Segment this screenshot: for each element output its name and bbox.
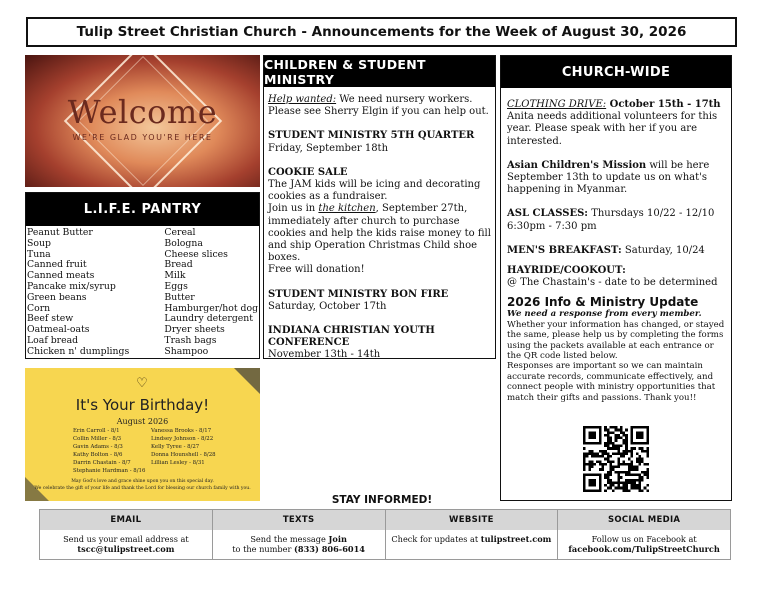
- help-wanted-notice: [268, 94, 492, 118]
- pantry-item: Canned meats: [27, 270, 95, 282]
- bonfire-title: STUDENT MINISTRY BON FIRE: [268, 288, 449, 300]
- cookie-text: Join us in: [268, 203, 319, 215]
- birthday-names-right: [151, 427, 229, 475]
- pantry-list-right: [164, 228, 259, 358]
- pantry-item: Butter: [164, 291, 195, 303]
- birthday-name: Vanessa Brooks - 8/17: [151, 428, 212, 434]
- social-text: Follow us on Facebook at: [591, 534, 697, 544]
- pantry-heading: L.I.F.E. PANTRY: [26, 193, 259, 226]
- birthday-name: Stephanie Hardman - 8/16: [73, 468, 146, 474]
- birthday-month: August 2026: [116, 417, 169, 426]
- help-wanted-text: We need nursery workers. Please see Sherry Elgin if you can help out.: [268, 94, 489, 118]
- church-wide-panel: [500, 55, 732, 501]
- cookie-kitchen: the kitchen: [318, 203, 376, 215]
- texts-column: [213, 510, 386, 559]
- birthday-names-left: [73, 427, 151, 475]
- website-column: [386, 510, 559, 559]
- birthday-footer-line: May God's love and grace shine upon you on this special day.: [71, 479, 214, 484]
- email-text: Send us your email address at: [63, 534, 189, 544]
- pantry-item: Chicken n' dumplings: [27, 345, 130, 357]
- cookie-title: COOKIE SALE: [268, 166, 348, 178]
- birthday-name: Collin Miller - 8/3: [73, 436, 122, 442]
- update-text: Responses are important so we can maintain accurate records, communicate effectively, and connect people with ministry opportunities that match their gifts and passions. Thank you!!: [507, 361, 716, 403]
- hayride-label: HAYRIDE/COOKOUT:: [507, 265, 626, 277]
- pantry-item: Cheese slices: [164, 248, 228, 260]
- email-header: EMAIL: [40, 510, 212, 530]
- pantry-item: Pancake mix/syrup: [27, 280, 116, 292]
- icyc-title: INDIANA CHRISTIAN YOUTH CONFERENCE: [268, 325, 435, 349]
- update-emphasis: We need a response from every member.: [507, 309, 702, 320]
- icyc-date: November 13th - 14th: [268, 349, 381, 361]
- qr-code[interactable]: [583, 426, 649, 492]
- bon-fire: [268, 289, 492, 313]
- mens-breakfast: [507, 245, 727, 257]
- churchwide-heading: CHURCH-WIDE: [501, 56, 731, 88]
- help-wanted-label: Help wanted:: [268, 94, 337, 105]
- ministry-update-title: 2026 Info & Ministry Update: [507, 295, 699, 310]
- cookie-text: , September 27th, immediately after church to purchase cookies and help the kids raise money to fill and ship Operation Christmas Child shoe boxes.: [268, 203, 491, 264]
- birthday-name: Erin Carroll - 8/1: [73, 428, 120, 434]
- pantry-item: Green beans: [27, 291, 87, 303]
- email-column: [40, 510, 213, 559]
- welcome-title: Welcome: [67, 93, 218, 131]
- birthday-name: Kelly Tyree - 8/27: [151, 444, 200, 450]
- pantry-item: Laundry detergent: [164, 313, 254, 325]
- texts-keyword: Join: [328, 534, 347, 544]
- children-student-ministry-panel: [263, 55, 496, 359]
- bonfire-date: Saturday, October 17th: [268, 300, 387, 312]
- pantry-item: Shampoo: [164, 345, 209, 357]
- hayride-cookout: [507, 265, 727, 289]
- welcome-image: [25, 55, 260, 187]
- csm-heading: CHILDREN & STUDENT MINISTRY: [264, 56, 495, 87]
- facebook-link[interactable]: facebook.com/TulipStreetChurch: [568, 544, 720, 554]
- birthday-name: Gavin Adams - 8/3: [73, 444, 123, 450]
- pantry-item: Beef stew: [27, 313, 74, 325]
- ministry-update-text: [507, 309, 727, 403]
- mission-title: Asian Children's Mission: [507, 159, 647, 171]
- texts-header: TEXTS: [213, 510, 385, 530]
- website-link[interactable]: tulipstreet.com: [480, 534, 552, 544]
- student-5th-quarter: [268, 130, 492, 154]
- welcome-subtitle: WE'RE GLAD YOU'RE HERE: [72, 133, 213, 142]
- breakfast-label: MEN'S BREAKFAST:: [507, 244, 622, 256]
- pantry-panel: [25, 192, 260, 359]
- youth-conference: [268, 325, 492, 362]
- pantry-item: Corn: [27, 302, 51, 314]
- birthday-name: Lillian Lesley - 8/31: [151, 460, 205, 466]
- pantry-item: Oatmeal-oats: [27, 324, 90, 336]
- texts-text: Send the message: [250, 534, 329, 544]
- clothing-dates: October 15th - 17th: [606, 99, 721, 110]
- hayride-text: @ The Chastain's - date to be determined: [507, 277, 718, 289]
- pantry-item: Tuna: [27, 248, 51, 260]
- cookie-sale: [268, 167, 492, 277]
- page-title: Tulip Street Christian Church - Announcements for the Week of August 30, 2026: [26, 17, 737, 47]
- email-address[interactable]: tscc@tulipstreet.com: [77, 544, 175, 554]
- decorative-corner: [234, 368, 260, 394]
- sm5-title: STUDENT MINISTRY 5TH QUARTER: [268, 130, 475, 142]
- pantry-item: Eggs: [164, 280, 188, 292]
- pantry-list-left: [27, 228, 164, 358]
- pantry-item: Hamburger/hot dog: [164, 302, 259, 314]
- stay-informed-heading: STAY INFORMED!: [331, 494, 433, 506]
- texts-text: to the number: [232, 544, 295, 554]
- website-header: WEBSITE: [386, 510, 558, 530]
- pantry-item: Bologna: [164, 237, 203, 249]
- asian-childrens-mission: [507, 160, 727, 197]
- pantry-item: Soup: [27, 237, 51, 249]
- contact-table: [39, 509, 731, 560]
- website-text: Check for updates at: [391, 534, 481, 544]
- pantry-item: Peanut Butter: [27, 227, 93, 238]
- heart-icon: ♡: [136, 376, 148, 391]
- sm5-date: Friday, September 18th: [268, 142, 389, 154]
- social-media-header: SOCIAL MEDIA: [558, 510, 730, 530]
- asl-text: Thursdays 10/22 - 12/10 6:30pm - 7:30 pm: [507, 208, 715, 232]
- birthday-name: Kathy Bolton - 8/6: [73, 452, 123, 458]
- pantry-item: Dryer sheets: [164, 324, 225, 336]
- pantry-item: Canned fruit: [27, 259, 87, 271]
- birthday-footer-line: We celebrate the gift of your life and thank the Lord for blessing our church family with you.: [34, 486, 251, 491]
- birthday-name: Donna Hounshell - 8/28: [151, 452, 216, 458]
- update-text: Whether your information has changed, or stayed the same, please help us by completing the forms using the packets available at each entrance or the QR code listed below.: [507, 319, 725, 362]
- texts-number[interactable]: (833) 806-6014: [294, 544, 365, 554]
- asl-label: ASL CLASSES:: [507, 208, 589, 220]
- pantry-item: Milk: [164, 270, 186, 282]
- pantry-item: Bread: [164, 259, 193, 271]
- pantry-item: Cereal: [164, 227, 196, 238]
- cookie-donation: Free will donation!: [268, 264, 365, 276]
- pantry-item: Trash bags: [164, 334, 217, 346]
- birthday-name: Lindsey Johnson - 8/22: [151, 436, 214, 442]
- breakfast-text: Saturday, 10/24: [621, 244, 705, 256]
- asl-classes: [507, 208, 727, 232]
- birthday-title: It's Your Birthday!: [75, 396, 210, 414]
- social-media-column: [558, 510, 730, 559]
- birthday-card: [25, 368, 260, 501]
- clothing-drive: [507, 99, 727, 148]
- pantry-item: Loaf bread: [27, 334, 79, 346]
- clothing-text: Anita needs additional volunteers for this year. Please speak with her if you are interested.: [507, 111, 718, 147]
- clothing-label: CLOTHING DRIVE:: [507, 99, 607, 110]
- mission-text: will be here September 13th to update us on what's happening in Myanmar.: [507, 159, 710, 196]
- birthday-name: Darrin Chastain - 8/7: [73, 460, 131, 466]
- cookie-text: The JAM kids will be icing and decorating cookies as a fundraiser.: [268, 179, 481, 203]
